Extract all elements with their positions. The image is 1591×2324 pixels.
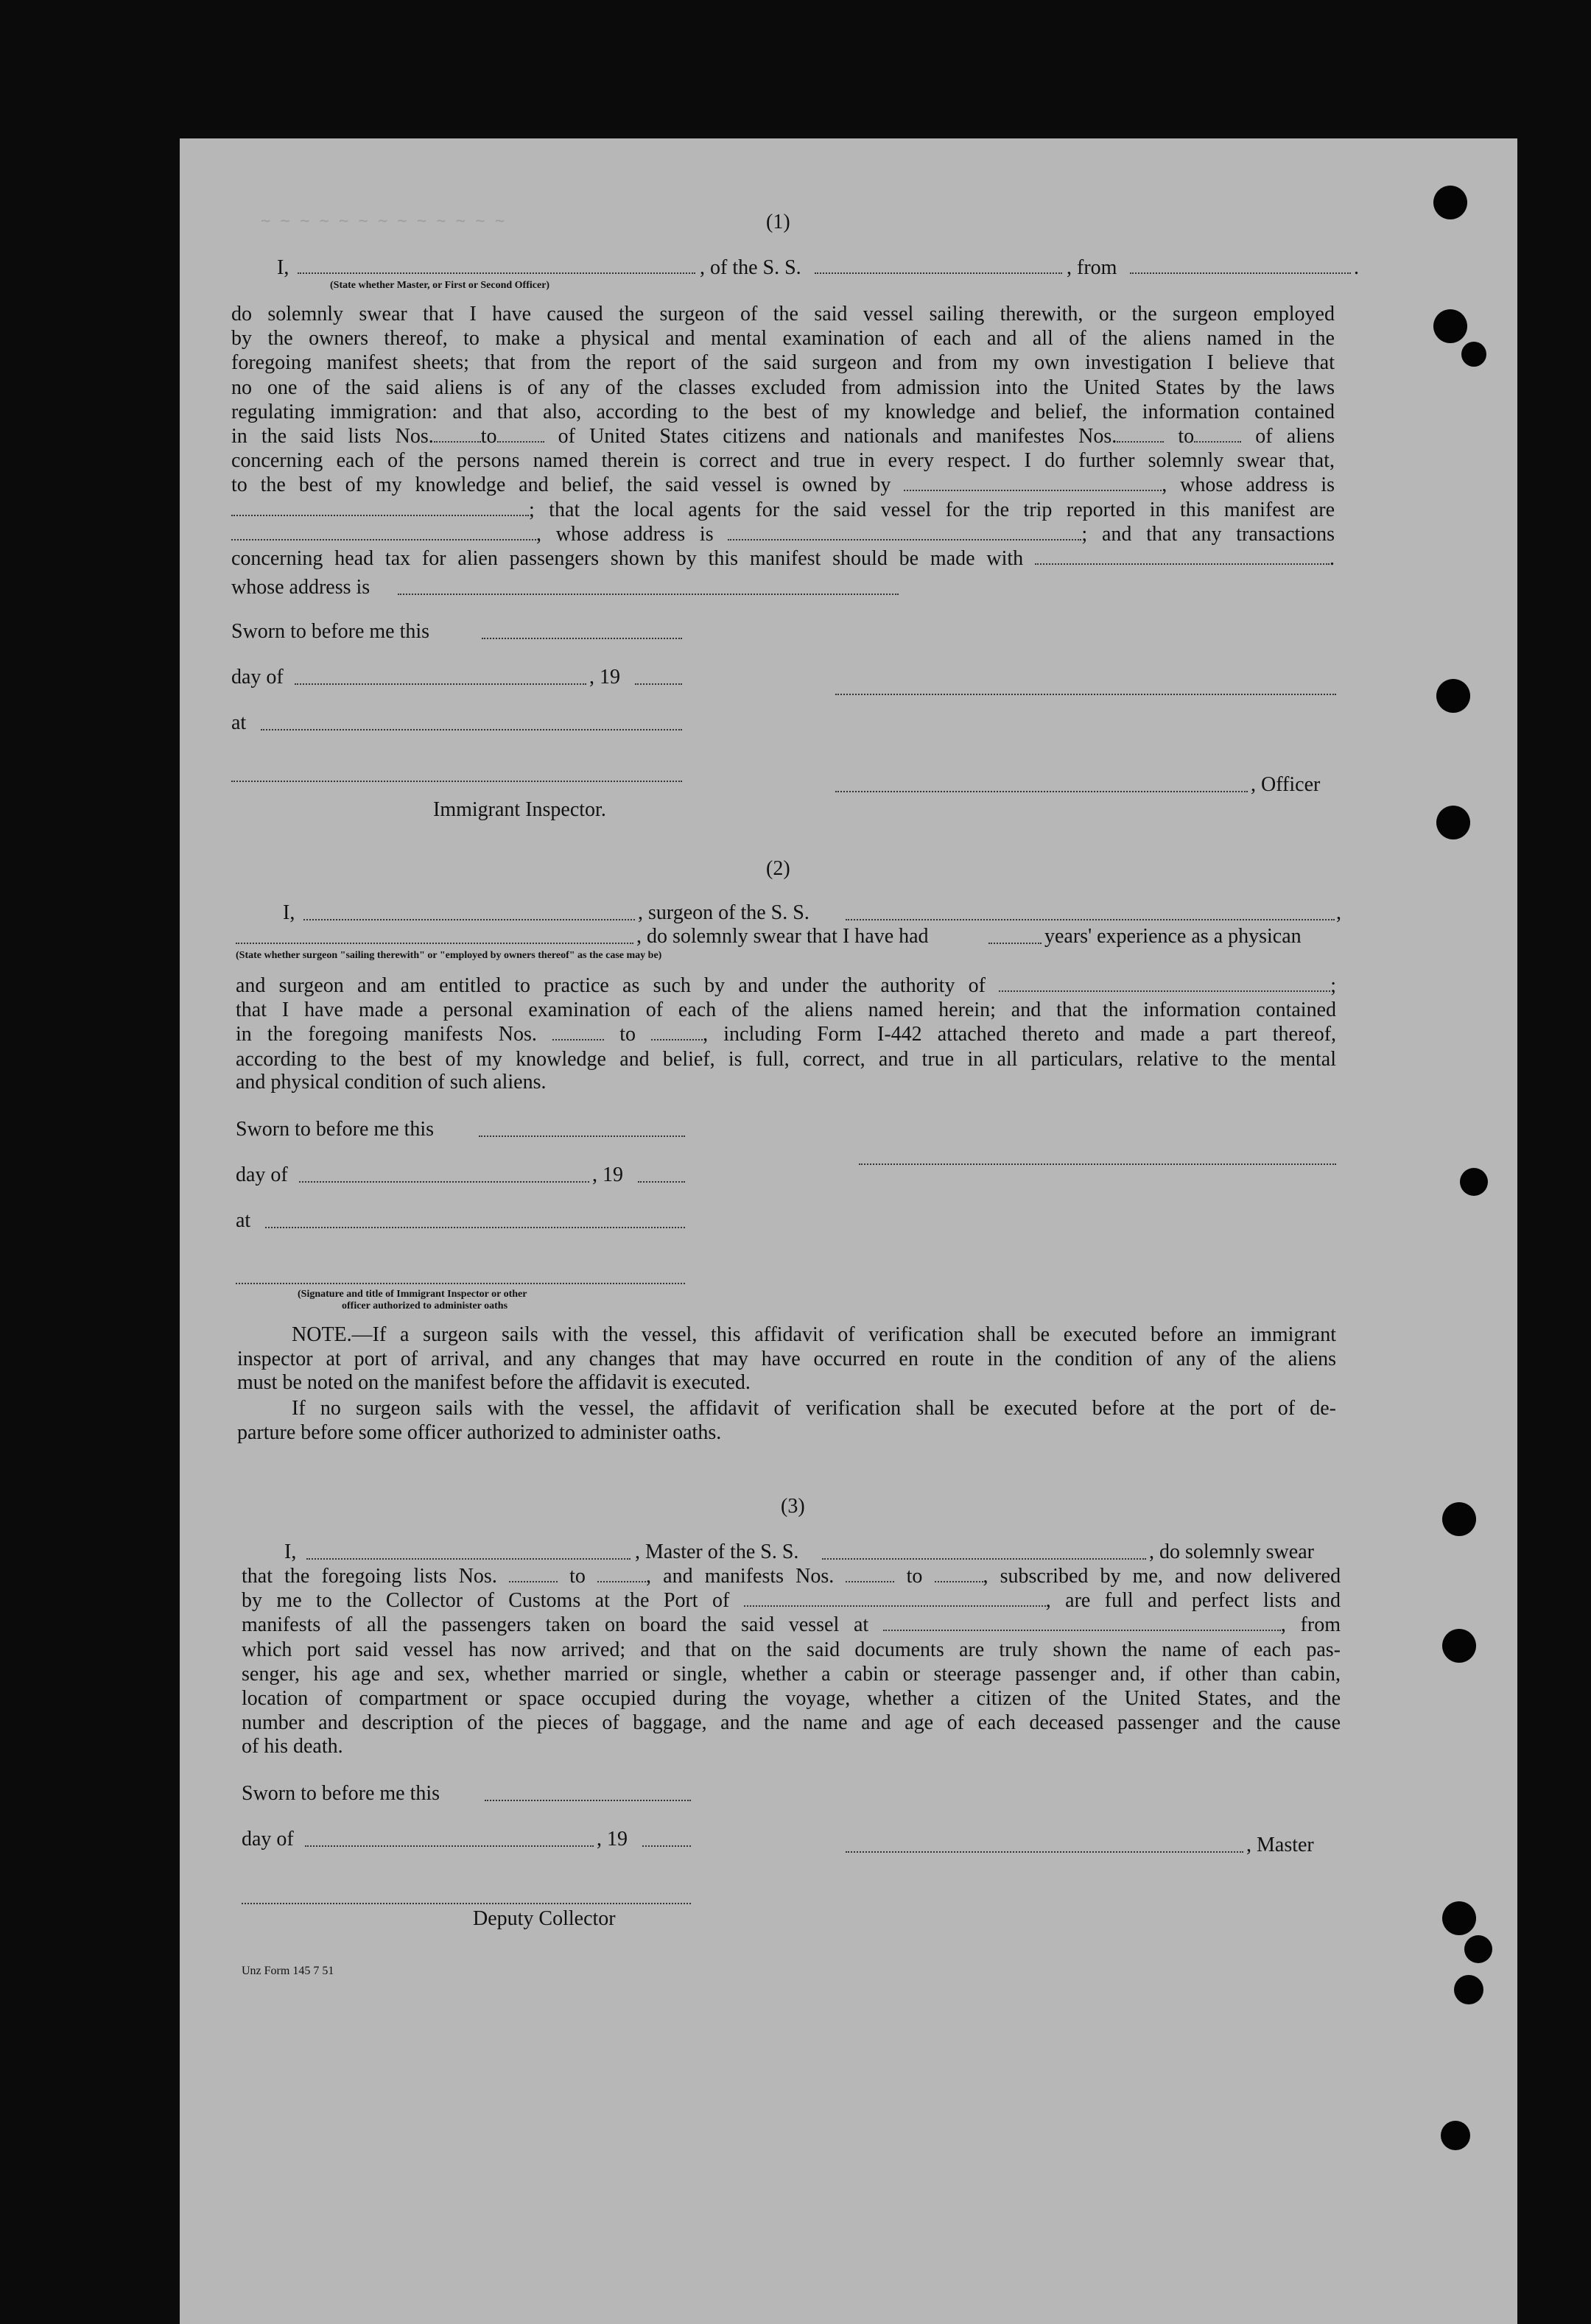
- year-field[interactable]: [635, 683, 682, 685]
- sworn-label: Sworn to before me this: [231, 620, 430, 643]
- body-line: by the owners thereof, to make a physical and mental examination of each and all of the aliens named in the: [231, 327, 1335, 351]
- year-field-2[interactable]: [638, 1181, 685, 1183]
- section-3-body: [242, 1564, 1341, 1735]
- section-1-body: [231, 302, 1335, 571]
- years-label: years' experience as a physican: [1044, 925, 1302, 948]
- punch-hole: [1441, 2121, 1470, 2150]
- surgeon-vessel-field[interactable]: [846, 919, 1335, 920]
- agents-line: ; that the local agents for the said vessel for the trip reported in this manifest are: [231, 498, 1335, 522]
- section-2-body: [236, 973, 1336, 1071]
- note-line-3: must be noted on the manifest before the affidavit is executed.: [237, 1371, 751, 1394]
- deputy-collector-label: Deputy Collector: [473, 1907, 616, 1930]
- punch-hole: [1442, 1629, 1476, 1663]
- body-line-last: and physical condition of such aliens.: [236, 1071, 547, 1094]
- body-line: concerning each of the persons named therein is correct and true in every respect. I do further solemnly swear that,: [231, 449, 1335, 473]
- body-line: senger, his age and sex, whether married or single, whether a cabin or steerage passenger and, if other than cabin,: [242, 1662, 1341, 1686]
- day-of-label-3: day of: [242, 1828, 294, 1851]
- punch-hole: [1460, 1168, 1488, 1196]
- punch-hole: [1461, 342, 1486, 367]
- note-line: If no surgeon sails with the vessel, the affidavit of verification shall be executed before at the port of de-: [292, 1397, 1336, 1420]
- at-field-2[interactable]: [265, 1227, 685, 1228]
- port-line: by me to the Collector of Customs at the Port of , are full and perfect lists and: [242, 1589, 1341, 1613]
- day-of-field[interactable]: [295, 683, 586, 685]
- boarded-line: manifests of all the passengers taken on board the said vessel at , from: [242, 1613, 1341, 1637]
- inspector-signature-line-2[interactable]: [236, 1283, 685, 1284]
- note-line: NOTE.—If a surgeon sails with the vessel, this affidavit of verification shall be executed before an immigrant: [292, 1323, 1336, 1346]
- sworn-date-field[interactable]: [482, 638, 682, 639]
- body-line: do solemnly swear that I have caused the surgeon of the said vessel sailing therewith, or the surgeon employed: [231, 303, 1335, 325]
- inspector-signature-line[interactable]: [231, 781, 682, 782]
- years-field[interactable]: [988, 943, 1042, 944]
- day-of-field-3[interactable]: [305, 1845, 594, 1847]
- authority-line: and surgeon and am entitled to practice as such by and under the authority of ;: [236, 974, 1336, 997]
- note-line-5: parture before some officer authorized to administer oaths.: [237, 1421, 722, 1444]
- punch-hole: [1442, 1901, 1476, 1935]
- punch-hole: [1442, 1502, 1476, 1536]
- swear-label: , do solemnly swear: [1149, 1540, 1314, 1563]
- sworn-label-3: Sworn to before me this: [242, 1782, 440, 1805]
- punch-hole: [1433, 186, 1467, 219]
- manifest-back-page: [180, 138, 1517, 2324]
- head-tax-line: concerning head tax for alien passengers shown by this manifest should be made with .: [231, 546, 1335, 570]
- punch-hole: [1436, 679, 1470, 713]
- master-name-field[interactable]: [306, 1558, 631, 1560]
- section-1-number: (1): [766, 211, 790, 233]
- officer-label: , Officer: [1251, 773, 1321, 796]
- body-line: location of compartment or space occupied during the voyage, whether a citizen of the United States, and the: [242, 1686, 1341, 1710]
- body-line: according to the best of my knowledge and belief, is full, correct, and true in all particulars, relative to the mental: [236, 1047, 1336, 1071]
- section-2-i-label: I,: [283, 901, 295, 924]
- lists-line: in the said lists Nos. to of United States citizens and nationals and manifestes Nos. to of aliens: [231, 424, 1335, 448]
- body-line: regulating immigration: and that also, according to the best of my knowledge and belief, the information contained: [231, 400, 1335, 423]
- officer-name-field[interactable]: [298, 272, 695, 274]
- officer-caption: (State whether Master, or First or Second Officer): [330, 280, 550, 291]
- punch-hole: [1454, 1975, 1483, 2004]
- punch-hole: [1433, 309, 1467, 343]
- day-of-label: day of: [231, 666, 284, 689]
- period: .: [1354, 256, 1359, 279]
- year-field-3[interactable]: [642, 1845, 691, 1847]
- body-line: foregoing manifest sheets; that from the report of the said surgeon and from my own investigation I believe that: [231, 351, 1335, 375]
- swear-had-label: , do solemnly swear that I have had: [636, 925, 929, 948]
- signature-caption-1: (Signature and title of Immigrant Inspector or other: [298, 1289, 527, 1300]
- year-label: , 19: [589, 666, 620, 689]
- note-block-2: [237, 1396, 1336, 1420]
- surgeon-signature-line[interactable]: [859, 1163, 1336, 1165]
- sworn-label-2: Sworn to before me this: [236, 1118, 435, 1141]
- at-label: at: [231, 711, 247, 734]
- officer-title-field[interactable]: [835, 791, 1248, 792]
- whose-address-label: whose address is: [231, 576, 370, 599]
- manifests-line: in the foregoing manifests Nos. to , including Form I-442 attached thereto and made a part thereof,: [236, 1023, 1336, 1046]
- master-of-label: , Master of the S. S.: [635, 1540, 799, 1563]
- punch-hole: [1464, 1935, 1492, 1963]
- officer-signature-line[interactable]: [835, 694, 1336, 695]
- of-ss-label: , of the S. S.: [700, 256, 801, 279]
- at-label-2: at: [236, 1209, 251, 1232]
- year-label-3: , 19: [597, 1828, 628, 1851]
- surgeon-caption: (State whether surgeon "sailing therewith" or "employed by owners thereof" as the case may be): [236, 950, 662, 961]
- section-2-number: (2): [766, 857, 790, 880]
- surgeon-of-label: , surgeon of the S. S.: [638, 901, 809, 924]
- from-port-field[interactable]: [1130, 272, 1351, 274]
- day-of-field-2[interactable]: [299, 1181, 589, 1183]
- from-label: , from: [1067, 256, 1117, 279]
- body-line-last-3: of his death.: [242, 1735, 343, 1758]
- day-of-label-2: day of: [236, 1163, 288, 1186]
- year-label-2: , 19: [592, 1163, 623, 1186]
- master-vessel-field[interactable]: [822, 1558, 1146, 1560]
- sworn-date-field-3[interactable]: [485, 1800, 691, 1801]
- surgeon-status-field[interactable]: [236, 943, 633, 944]
- form-id: Unz Form 145 7 51: [242, 1965, 334, 1977]
- surgeon-name-field[interactable]: [303, 919, 635, 920]
- master-label: , Master: [1246, 1834, 1314, 1856]
- immigrant-inspector-label: Immigrant Inspector.: [433, 798, 606, 821]
- body-line: which port said vessel has now arrived; and that on the said documents are truly shown the name of each pas-: [242, 1638, 1341, 1661]
- sworn-date-field-2[interactable]: [479, 1135, 685, 1137]
- owner-line: to the best of my knowledge and belief, the said vessel is owned by , whose address is: [231, 473, 1335, 497]
- deputy-signature-line[interactable]: [242, 1903, 691, 1904]
- note-block: [237, 1323, 1336, 1371]
- section-3-i-label: I,: [284, 1540, 297, 1563]
- master-signature-line[interactable]: [846, 1851, 1243, 1853]
- at-field[interactable]: [261, 729, 682, 730]
- head-tax-address-field[interactable]: [398, 594, 899, 595]
- comma: ,: [1336, 901, 1341, 924]
- body-line: number and description of the pieces of baggage, and the name and age of each deceased passenger and the cause: [242, 1711, 1341, 1735]
- section-3-number: (3): [781, 1495, 805, 1518]
- note-line: inspector at port of arrival, and any changes that may have occurred en route in the condition of any of the aliens: [237, 1348, 1336, 1371]
- lists-line-3: that the foregoing lists Nos. to , and manifests Nos. to , subscribed by me, and now delivered: [242, 1565, 1341, 1588]
- bleed-through-text: ~ ~ ~ ~ ~ ~ ~ ~ ~ ~ ~ ~ ~: [261, 212, 505, 230]
- agent-address-line: , whose address is ; and that any transactions: [231, 522, 1335, 546]
- signature-caption-2: officer authorized to administer oaths: [342, 1300, 508, 1311]
- punch-hole: [1436, 806, 1470, 839]
- vessel-name-field[interactable]: [815, 272, 1062, 274]
- body-line: no one of the said aliens is of any of the classes excluded from admission into the United States by the laws: [231, 376, 1335, 399]
- body-line: that I have made a personal examination of each of the aliens named herein; and that the information contained: [236, 999, 1336, 1022]
- section-1-i-label: I,: [277, 256, 289, 279]
